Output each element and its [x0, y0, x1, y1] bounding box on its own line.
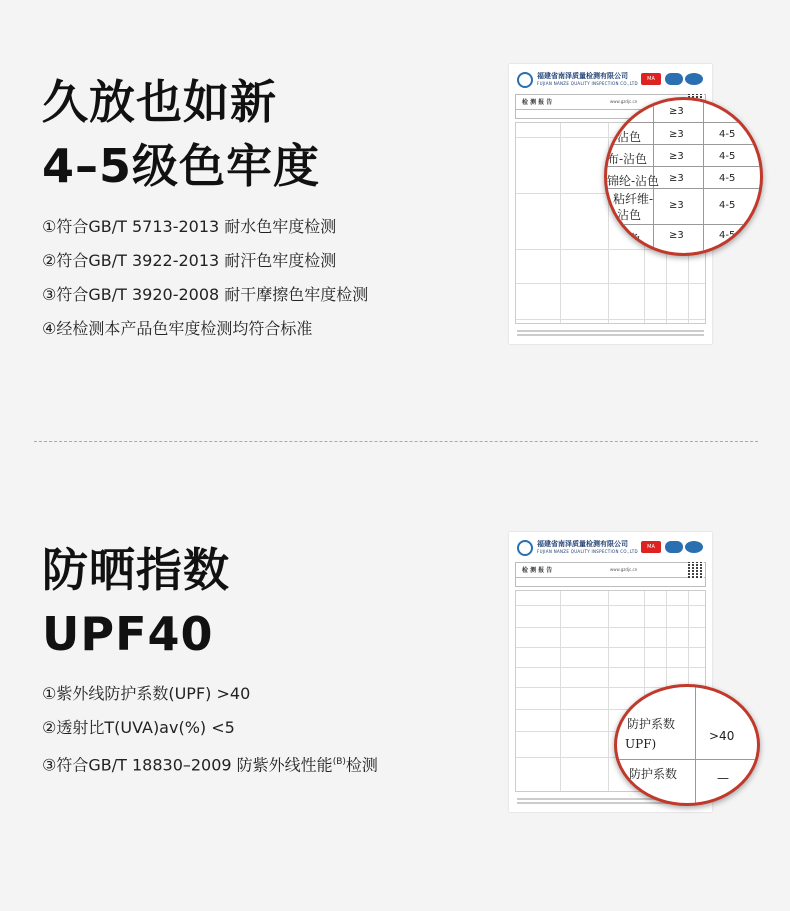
- mag-row-result: 4-5: [719, 200, 736, 211]
- report-number-row: [515, 576, 706, 587]
- mag-upf-label-2: 防护系数: [629, 767, 678, 781]
- report-org-name: 福建省南泽质量检测有限公司: [537, 72, 628, 80]
- mag-row-result: 4-5: [719, 230, 736, 241]
- bullet-item: [42, 745, 378, 782]
- mag-row-label: 锦纶-沾色: [607, 174, 660, 188]
- report-site: www.gzdjc.cn: [610, 567, 638, 572]
- headline-line2: 4–5级色牢度: [42, 139, 321, 193]
- report-magnifier-upf: [614, 684, 760, 806]
- bullet-text: ③符合GB/T 18830–2009 防紫外线性能: [42, 755, 333, 775]
- ma-badge-icon: MA: [641, 541, 661, 553]
- bullet-item: ②透射比T(UVA)av(%) <5: [42, 718, 235, 737]
- mag-row-label: 沾色: [617, 208, 642, 222]
- company-logo-icon: [517, 72, 533, 88]
- mag-row-req: ≥3: [669, 230, 684, 241]
- mag-upf-value-2: —: [717, 771, 729, 785]
- bullet-item: ①紫外线防护系数(UPF) >40: [42, 684, 251, 703]
- cnas-badge-icon: [685, 73, 703, 85]
- bullet-suffix: 检测: [345, 755, 378, 775]
- mag-row-result: 4-5: [719, 173, 736, 184]
- bullet-superscript: (B): [332, 757, 346, 767]
- report-header: [517, 538, 704, 560]
- ma-badge-icon: MA: [641, 73, 661, 85]
- cnas-badge-icon: [685, 541, 703, 553]
- mag-upf-value: >40: [709, 729, 735, 743]
- mag-row-label: 布-沾色: [607, 152, 648, 166]
- mag-row-label: 沾色: [617, 232, 642, 246]
- report-title: 检 测 报 告: [522, 567, 553, 574]
- headline-line1: 久放也如新: [42, 75, 277, 129]
- report-footer: [517, 330, 704, 338]
- ilac-badge-icon: [665, 73, 683, 85]
- mag-row-req: ≥3: [669, 200, 684, 211]
- report-org-name-en: FUJIAN NANZE QUALITY INSPECTION CO.,LTD: [537, 81, 638, 86]
- mag-row-label: -沾色: [613, 130, 642, 144]
- bullet-item: ①符合GB/T 5713-2013 耐水色牢度检测: [42, 217, 337, 236]
- report-org-name: 福建省南泽质量检测有限公司: [537, 540, 628, 548]
- section-divider: [34, 441, 758, 442]
- report-org-name-en: FUJIAN NANZE QUALITY INSPECTION CO.,LTD: [537, 549, 638, 554]
- headline-line2: UPF40: [42, 607, 214, 661]
- upf-headline: [42, 538, 230, 666]
- ilac-badge-icon: [665, 541, 683, 553]
- bullet-item: ③符合GB/T 3920-2008 耐干摩擦色牢度检测: [42, 285, 369, 304]
- report-title: 检 测 报 告: [522, 99, 553, 106]
- mag-upf-label: 防护系数: [627, 717, 676, 731]
- company-logo-icon: [517, 540, 533, 556]
- colorfastness-bullets: [42, 210, 368, 346]
- bullet-item: ④经检测本产品色牢度检测均符合标准: [42, 319, 313, 338]
- mag-row-req: ≥3: [669, 151, 684, 162]
- mag-row-req: ≥3: [669, 106, 684, 117]
- mag-row-req: ≥3: [669, 173, 684, 184]
- mag-row-result: 4-5: [719, 151, 736, 162]
- headline-line1: 防晒指数: [42, 543, 230, 597]
- report-header: [517, 70, 704, 92]
- report-site: www.gzdjc.cn: [610, 99, 638, 104]
- mag-row-req: ≥3: [669, 129, 684, 140]
- colorfastness-headline: [42, 70, 320, 198]
- mag-row-result: 4-5: [719, 129, 736, 140]
- upf-bullets: [42, 677, 378, 782]
- report-magnifier-colorfastness: [604, 97, 763, 256]
- bullet-item: ②符合GB/T 3922-2013 耐汗色牢度检测: [42, 251, 337, 270]
- mag-row-label: 粘纤维-: [613, 192, 654, 206]
- mag-upf-label-cont: UPF): [625, 737, 657, 751]
